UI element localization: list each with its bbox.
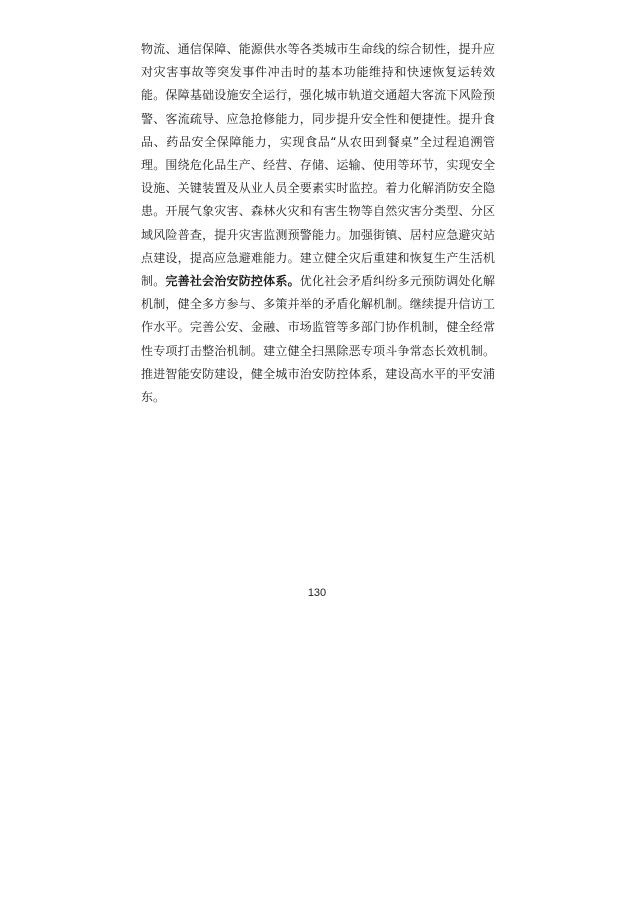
body-paragraph [141,38,495,409]
paragraph-emphasis-heading: 完善社会治安防控体系。 [165,274,300,289]
paragraph-text-part1: 物流、通信保障、能源供水等各类城市生命线的综合韧性，提升应对灾害事故等突发事件冲击时的基本功能维持和快速恢复运转效能。保障基础设施安全运行，强化城市轨道交通超大客流下风险预警、客流疏导、应急抢修能力，同步提升安全性和便捷性。提升食品、药品安全保障能力，实现食品“从农田到餐桌”全过程追溯管理。围绕危化品生产、经营、存储、运输、使用等环节，实现安全设施、关键装置及从业人员全要素实时监控。着力化解消防安全隐患。开展气象灾害、森林火灾和有害生物等自然灾害分类型、分区域风险普查，提升灾害监测预警能力。加强街镇、居村应急避灾站点建设，提高应急避难能力。建立健全灾后重建和恢复生产生活机制。 [141,42,495,289]
paragraph-text-part2: 优化社会矛盾纠纷多元预防调处化解机制，健全多方参与、多策并举的矛盾化解机制。继续提升信访工作水平。完善公安、金融、市场监管等多部门协作机制，健全经常性专项打击整治机制。建立健全扫黑除恶专项斗争常态长效机制。推进智能安防建设，健全城市治安防控体系，建设高水平的平安浦东。 [141,274,495,405]
page-number: 130 [307,587,327,599]
